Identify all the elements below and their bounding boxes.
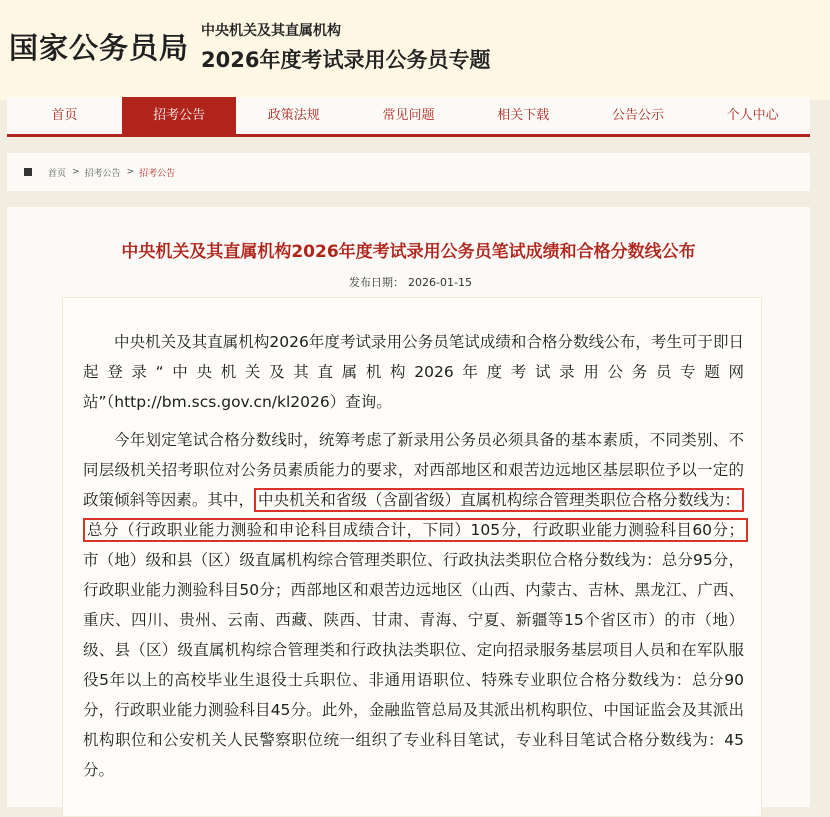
- main-nav: [7, 97, 810, 137]
- breadcrumb-current[interactable]: 招考公告: [139, 168, 176, 179]
- site-header: [0, 0, 830, 100]
- breadcrumb: [7, 153, 810, 191]
- nav-item-announcements[interactable]: 公告公示: [611, 108, 664, 123]
- nav-item-policies[interactable]: 政策法规: [267, 108, 320, 123]
- breadcrumb-home[interactable]: 首页: [48, 168, 67, 179]
- breadcrumb-parent[interactable]: 招考公告: [84, 168, 121, 179]
- nav-item-home[interactable]: 首页: [51, 108, 78, 123]
- paragraph-2-rest: 市（地）级和县（区）级直属机构综合管理类职位、行政执法类职位合格分数线为：总分95分，行政职业能力测验科目50分；西部地区和艰苦边远地区（山西、内蒙古、吉林、黑龙江、广西、重庆、四川、贵州、云南、西藏、陕西、甘肃、青海、宁夏、新疆等15个省区市）的市（地）级、县（区）级直属机构综合管理类和行政执法类职位、定向招录服务基层项目人员和在军队服役5年以上的高校毕业生退役士兵职位、非通用语职位、特殊专业职位合格分数线为：总分90分，行政职业能力测验科目45分。此外，金融监管总局及其派出机构职位、中国证监会及其派出机构职位和公安机关人民警察职位统一组织了专业科目笔试，专业科目笔试合格分数线为：45分。: [83, 551, 744, 779]
- date-value: 2026-01-15: [408, 276, 472, 289]
- breadcrumb-separator: >: [126, 167, 135, 177]
- highlighted-passing-score: 中央机关和省级（含副省级）直属机构综合管理类职位合格分数线为：总分（行政职业能力测验和申论科目成绩合计，下同）105分，行政职业能力测验科目60分；: [83, 488, 748, 542]
- site-subtitle-line1: 中央机关及其直属机构: [201, 23, 341, 39]
- nav-item-recruitment-notice[interactable]: 招考公告: [122, 97, 237, 134]
- site-subtitle-line2: 2026年度考试录用公务员专题: [201, 48, 491, 72]
- nav-item-downloads[interactable]: 相关下载: [497, 108, 550, 123]
- paragraph-2-intro: 今年划定笔试合格分数线时，统筹考虑了新录用公务员必须具备的基本素质，不同类别、不同层级机关招考职位对公务员素质能力的要求，对西部地区和艰苦边远地区基层职位予以一定的政策倾斜等因素。其中，: [83, 431, 744, 509]
- site-brand[interactable]: 国家公务员局: [9, 31, 190, 65]
- article-title: 中央机关及其直属机构2026年度考试录用公务员笔试成绩和合格分数线公布: [121, 242, 696, 262]
- breadcrumb-separator: >: [72, 167, 80, 177]
- article-body: [62, 297, 762, 817]
- location-icon: [24, 168, 32, 176]
- nav-item-faq[interactable]: 常见问题: [382, 108, 435, 123]
- article-date: [7, 274, 810, 290]
- article-paragraph-2: [83, 425, 744, 785]
- article-paragraph-1: 中央机关及其直属机构2026年度考试录用公务员笔试成绩和合格分数线公布，考生可于即日起登录“中央机关及其直属机构2026年度考试录用公务员专题网站”（http://bm.scs.gov.cn/kl2026）查询。: [83, 333, 744, 411]
- article-panel: [7, 207, 810, 807]
- nav-item-personal-center[interactable]: 个人中心: [726, 108, 779, 123]
- date-label: 发布日期：: [349, 276, 405, 289]
